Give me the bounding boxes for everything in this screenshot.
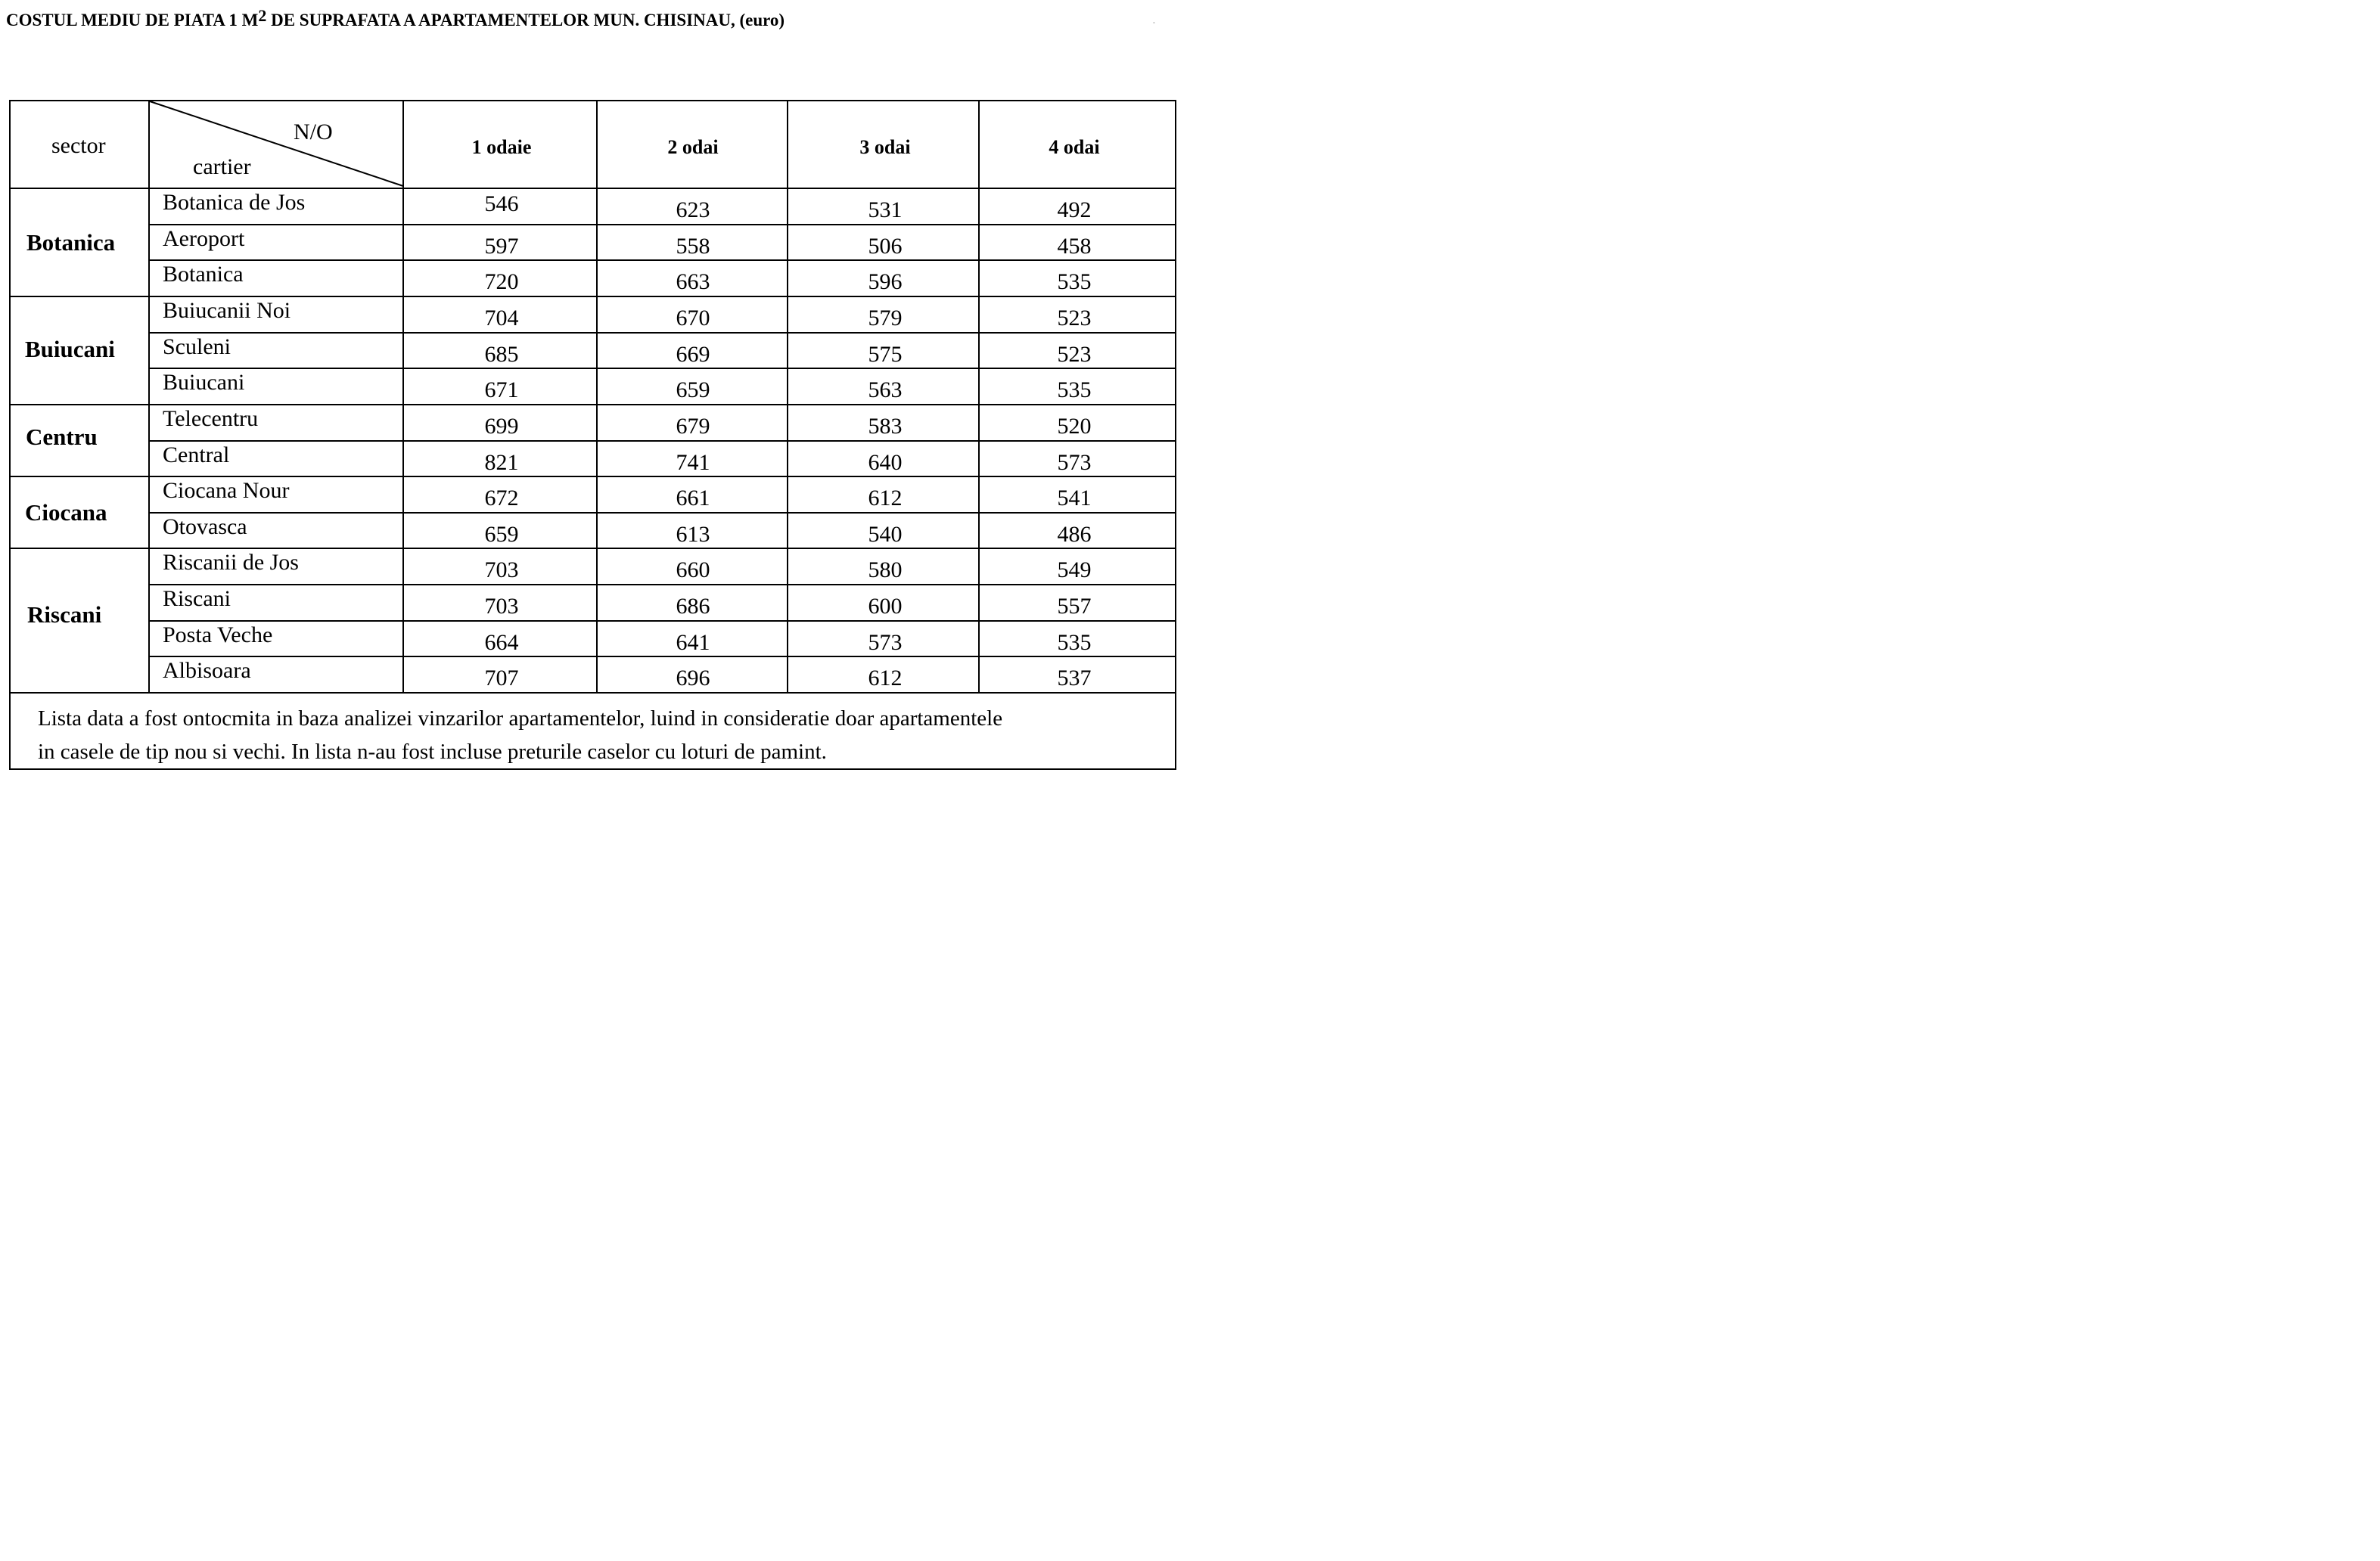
sector-riscani: Riscani [27,601,102,628]
price-cell: 703 [484,594,519,619]
price-cell: 541 [1057,486,1092,511]
cartier-label: Riscani [163,586,231,612]
price-cell: 540 [868,521,903,547]
sector-buiucani: Buiucani [25,336,115,362]
price-cell: 699 [484,413,519,439]
price-cell: 573 [868,629,903,655]
price-cell: 613 [676,521,710,547]
price-cell: 549 [1057,557,1092,583]
column-divider [978,100,980,693]
price-cell: 670 [676,305,710,331]
price-cell: 597 [484,233,519,259]
column-header-4: 4 odai [1049,136,1100,158]
sector-divider [9,296,1176,297]
footnote-line-2: in casele de tip nou si vechi. In lista n-au fost incluse preturile caselor cu loturi de pamint. [38,740,827,764]
price-cell: 458 [1057,233,1092,259]
price-cell: 537 [1057,666,1092,691]
price-cell: 640 [868,449,903,475]
scan-mark: • [1153,20,1155,26]
cartier-label: Telecentru [163,405,259,431]
footnote-line-1: Lista data a fost ontocmita in baza analizei vinzarilor apartamentelor, luind in consideratie doar apartamentele [38,706,1003,731]
column-header-3: 3 odai [859,136,911,158]
price-cell: 741 [676,449,710,475]
cartier-label: Buiucanii Noi [163,297,291,323]
price-cell: 579 [868,305,903,331]
price-cell: 821 [484,449,519,475]
price-cell: 546 [484,191,519,216]
price-cell: 671 [484,377,519,403]
price-cell: 486 [1057,521,1092,547]
price-cell: 720 [484,269,519,295]
cartier-label: Posta Veche [163,622,273,647]
price-cell: 523 [1057,341,1092,367]
price-cell: 664 [484,629,519,655]
sector-divider [9,476,1176,477]
price-cell: 641 [676,629,710,655]
price-cell: 685 [484,341,519,367]
price-cell: 669 [676,341,710,367]
header-cartier: cartier [193,154,251,179]
sector-divider [9,404,1176,405]
row-divider [149,368,1176,369]
price-cell: 704 [484,305,519,331]
cartier-label: Sculeni [163,334,231,359]
sector-divider [9,548,1176,549]
column-header-1: 1 odaie [471,136,532,158]
row-divider [149,584,1176,585]
title-superscript: 2 [258,6,267,25]
row-divider [149,259,1176,261]
sector-botanica: Botanica [26,229,116,256]
price-cell: 659 [484,521,519,547]
price-cell: 563 [868,377,903,403]
price-cell: 612 [868,486,903,511]
cartier-label: Central [163,442,230,467]
cartier-label: Otovasca [163,514,247,539]
price-cell: 596 [868,269,903,295]
cartier-label: Aeroport [163,225,245,251]
price-cell: 696 [676,666,710,691]
price-cell: 703 [484,557,519,583]
price-cell: 535 [1057,377,1092,403]
cartier-label: Botanica de Jos [163,190,306,215]
table-footnote [38,702,1165,768]
price-cell: 492 [1057,197,1092,222]
column-divider [787,100,788,693]
title-main: COSTUL MEDIU DE PIATA 1 M [6,11,259,29]
price-cell: 661 [676,486,710,511]
price-cell: 663 [676,269,710,295]
price-cell: 520 [1057,413,1092,439]
price-cell: 600 [868,594,903,619]
row-divider [149,224,1176,225]
price-cell: 580 [868,557,903,583]
row-divider [149,332,1176,334]
price-cell: 686 [676,594,710,619]
sector-centru: Centru [26,424,98,450]
price-cell: 573 [1057,449,1092,475]
header-no: N/O [294,119,333,144]
cartier-label: Buiucani [163,370,245,396]
price-cell: 531 [868,197,903,222]
cartier-label: Ciocana Nour [163,478,290,504]
price-cell: 659 [676,377,710,403]
column-divider [148,100,150,693]
sector-ciocana: Ciocana [25,499,107,526]
column-divider [402,100,404,693]
price-cell: 707 [484,666,519,691]
price-cell: 575 [868,341,903,367]
column-divider [596,100,598,693]
price-cell: 583 [868,413,903,439]
cartier-label: Botanica [163,262,244,287]
price-cell: 612 [868,666,903,691]
header-divider [9,188,1176,189]
row-divider [149,440,1176,442]
price-cell: 523 [1057,305,1092,331]
price-cell: 506 [868,233,903,259]
cartier-label: Albisoara [163,658,251,684]
column-header-2: 2 odai [667,136,719,158]
price-cell: 623 [676,197,710,222]
footer-divider [9,692,1176,694]
price-cell: 558 [676,233,710,259]
row-divider [149,512,1176,514]
price-cell: 672 [484,486,519,511]
header-sector: sector [51,133,106,158]
price-cell: 660 [676,557,710,583]
row-divider [149,620,1176,622]
cartier-label: Riscanii de Jos [163,550,299,576]
price-cell: 679 [676,413,710,439]
price-cell: 557 [1057,594,1092,619]
row-divider [149,656,1176,657]
price-cell: 535 [1057,629,1092,655]
title-rest: DE SUPRAFATA A APARTAMENTELOR MUN. CHISINAU, (euro) [266,11,785,29]
price-cell: 535 [1057,269,1092,295]
